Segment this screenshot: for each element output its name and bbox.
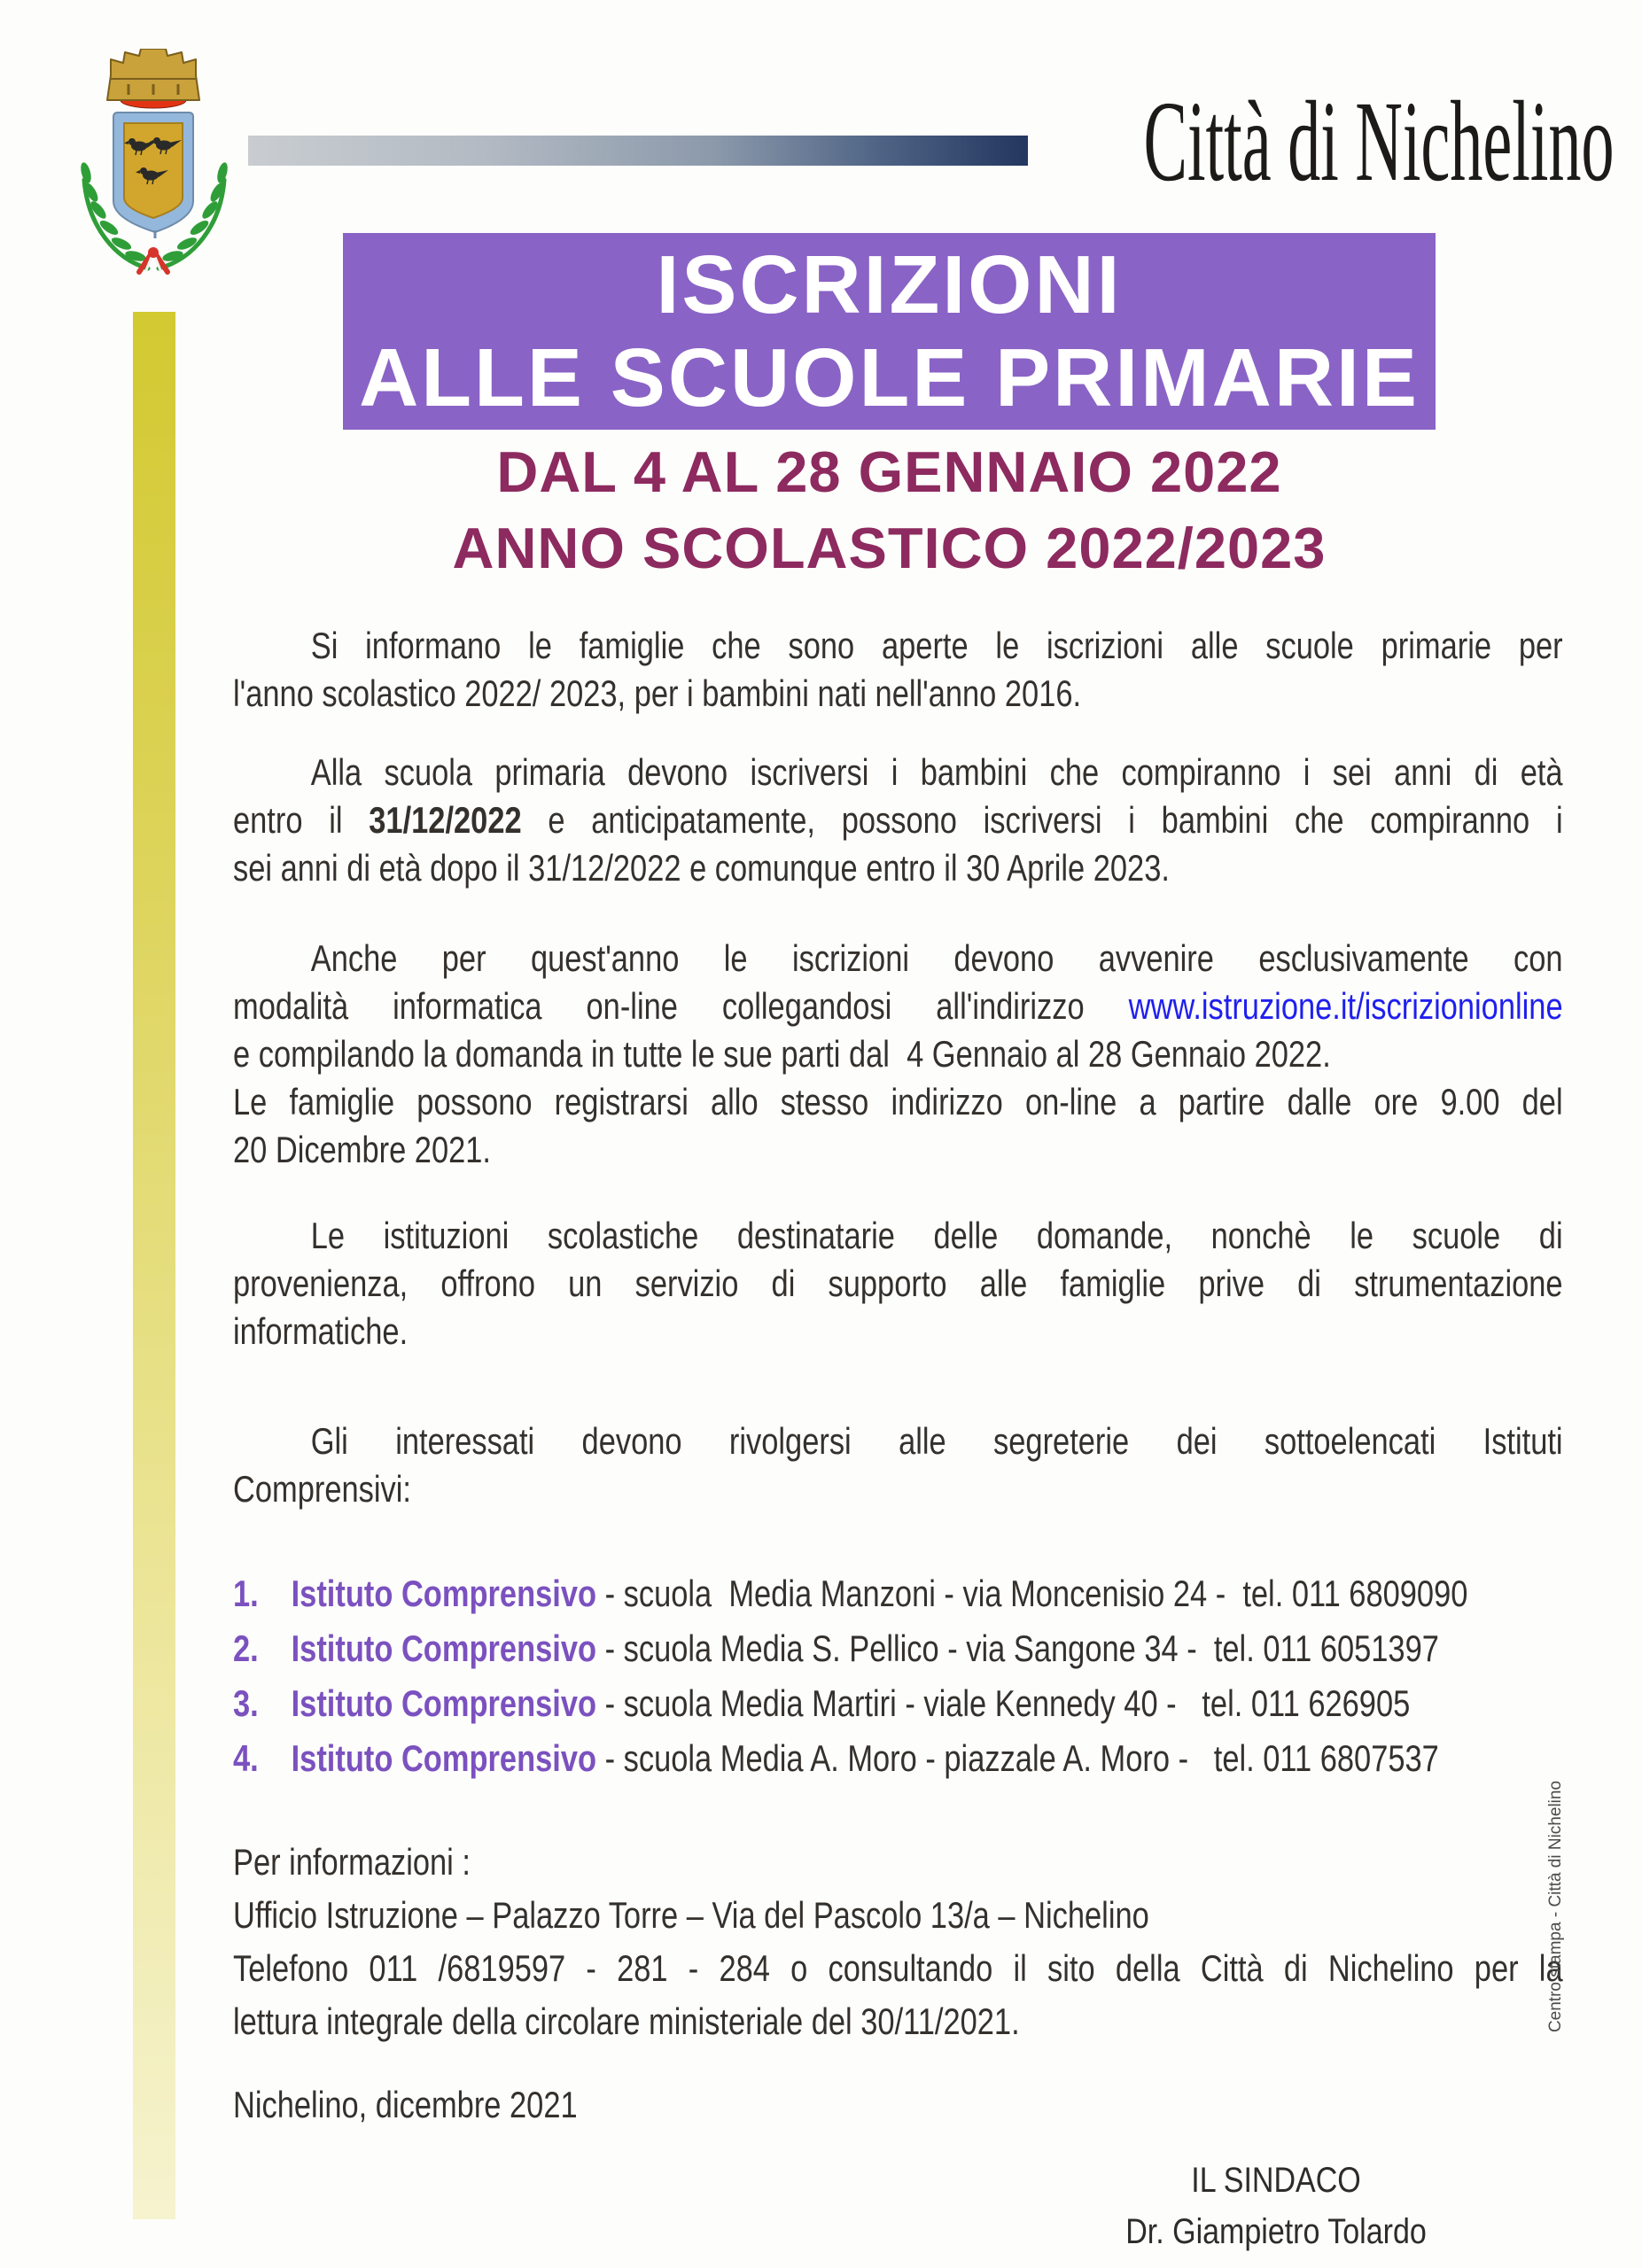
school-name: Istituto Comprensivo (291, 1682, 597, 1724)
info-line: Per informazioni : (233, 1841, 471, 1883)
paragraph-line: Le famiglie possono registrarsi allo stesso indirizzo on-line a partire dalle ore 9.00 del (233, 1081, 1563, 1122)
paragraph-line: 20 Dicembre 2021. (233, 1129, 491, 1170)
school-details: - scuola Media Manzoni - via Moncenisio 24 - tel. 011 6809090 (596, 1573, 1468, 1614)
print-credit: Centro stampa - Città di Nichelino (1546, 1780, 1565, 2033)
school-list-item (233, 1566, 1563, 1621)
paragraph-line: Anche per quest'anno le iscrizioni devono avvenire esclusivamente con (310, 937, 1563, 979)
school-details: - scuola Media S. Pellico - via Sangone 34 - tel. 011 6051397 (596, 1627, 1439, 1669)
school-details: - scuola Media A. Moro - piazzale A. Moro - tel. 011 6807537 (596, 1737, 1439, 1779)
header-gradient-bar (248, 136, 1028, 166)
city-title: Città di Nichelino (1144, 78, 1615, 206)
crown-icon (107, 49, 199, 108)
banner-line-1: ISCRIZIONI (656, 238, 1123, 330)
school-name: Istituto Comprensivo (291, 1737, 597, 1779)
text-run: entro il (233, 799, 370, 841)
paragraph-line: informatiche. (233, 1310, 409, 1352)
info-line: lettura integrale della circolare ministeriale del 30/11/2021. (233, 2000, 1020, 2042)
coat-of-arms (75, 49, 235, 288)
deadline-date: 31/12/2022 (369, 799, 522, 841)
item-number: 4. (233, 1737, 259, 1779)
paragraph-line: Si informano le famiglie che sono aperte le iscrizioni alle scuole primarie per (310, 625, 1563, 666)
school-list-item (233, 1621, 1563, 1676)
paragraph-line: provenienza, offrono un servizio di supporto alle famiglie prive di strumentazione (233, 1262, 1563, 1304)
paragraph-3 (233, 935, 1563, 1174)
school-name: Istituto Comprensivo (291, 1573, 597, 1614)
banner-line-2: ALLE SCUOLE PRIMARIE (359, 331, 1420, 423)
paragraph-4 (233, 1212, 1563, 1355)
paragraph-line: Alla scuola primaria devono iscriversi i bambini che compiranno i sei anni di età (310, 751, 1563, 793)
school-name: Istituto Comprensivo (291, 1627, 597, 1669)
schools-list (233, 1566, 1563, 1786)
paragraph-line: Gli interessati devono rivolgersi alle segreterie dei sottoelencati Istituti (310, 1420, 1563, 1462)
item-number: 2. (233, 1627, 259, 1669)
item-number: 3. (233, 1682, 259, 1724)
info-line: Ufficio Istruzione – Palazzo Torre – Via del Pascolo 13/a – Nichelino (233, 1894, 1149, 1936)
paragraph-5 (233, 1418, 1563, 1513)
subtitle-line-1: DAL 4 AL 28 GENNAIO 2022 (496, 439, 1282, 504)
text-run: e anticipatamente, possono iscriversi i bambini che compiranno i (521, 799, 1563, 841)
date-line: Nichelino, dicembre 2021 (233, 2084, 578, 2125)
school-list-item (233, 1676, 1563, 1731)
item-number: 1. (233, 1573, 259, 1614)
paragraph-line: Comprensivi: (233, 1468, 411, 1510)
paragraph-line (233, 796, 1563, 844)
subtitle-line-2: ANNO SCOLASTICO 2022/2023 (452, 516, 1327, 580)
paragraph-line: l'anno scolastico 2022/ 2023, per i bambini nati nell'anno 2016. (233, 672, 1082, 714)
paragraph-line (233, 983, 1563, 1030)
paragraph-2 (233, 749, 1563, 892)
school-list-item (233, 1731, 1563, 1786)
paragraph-line: Le istituzioni scolastiche destinatarie delle domande, nonchè le scuole di (310, 1215, 1563, 1256)
paragraph-line: e compilando la domanda in tutte le sue parti dal 4 Gennaio al 28 Gennaio 2022. (233, 1033, 1331, 1075)
info-line: Telefono 011 /6819597 - 281 - 284 o consultando il sito della Città di Nichelino per la (233, 1947, 1563, 1989)
signature-role: IL SINDACO (1191, 2161, 1361, 2200)
paragraph-line: sei anni di età dopo il 31/12/2022 e comunque entro il 30 Aprile 2023. (233, 847, 1170, 889)
paragraph-1 (233, 622, 1563, 718)
text-run: modalità informatica on-line collegandosi all'indirizzo (233, 985, 1129, 1027)
subtitle (343, 434, 1436, 586)
title-banner (343, 233, 1436, 430)
iscrizioni-online-link[interactable]: www.istruzione.it/iscrizionionline (1128, 985, 1563, 1027)
shield-icon (113, 113, 193, 238)
signature-name: Dr. Giampietro Tolardo (1125, 2212, 1427, 2251)
school-details: - scuola Media Martiri - viale Kennedy 40 - tel. 011 626905 (596, 1682, 1411, 1724)
yellow-accent-bar (133, 312, 175, 2219)
info-block (233, 1836, 1563, 2048)
signature-block (1058, 2155, 1495, 2257)
